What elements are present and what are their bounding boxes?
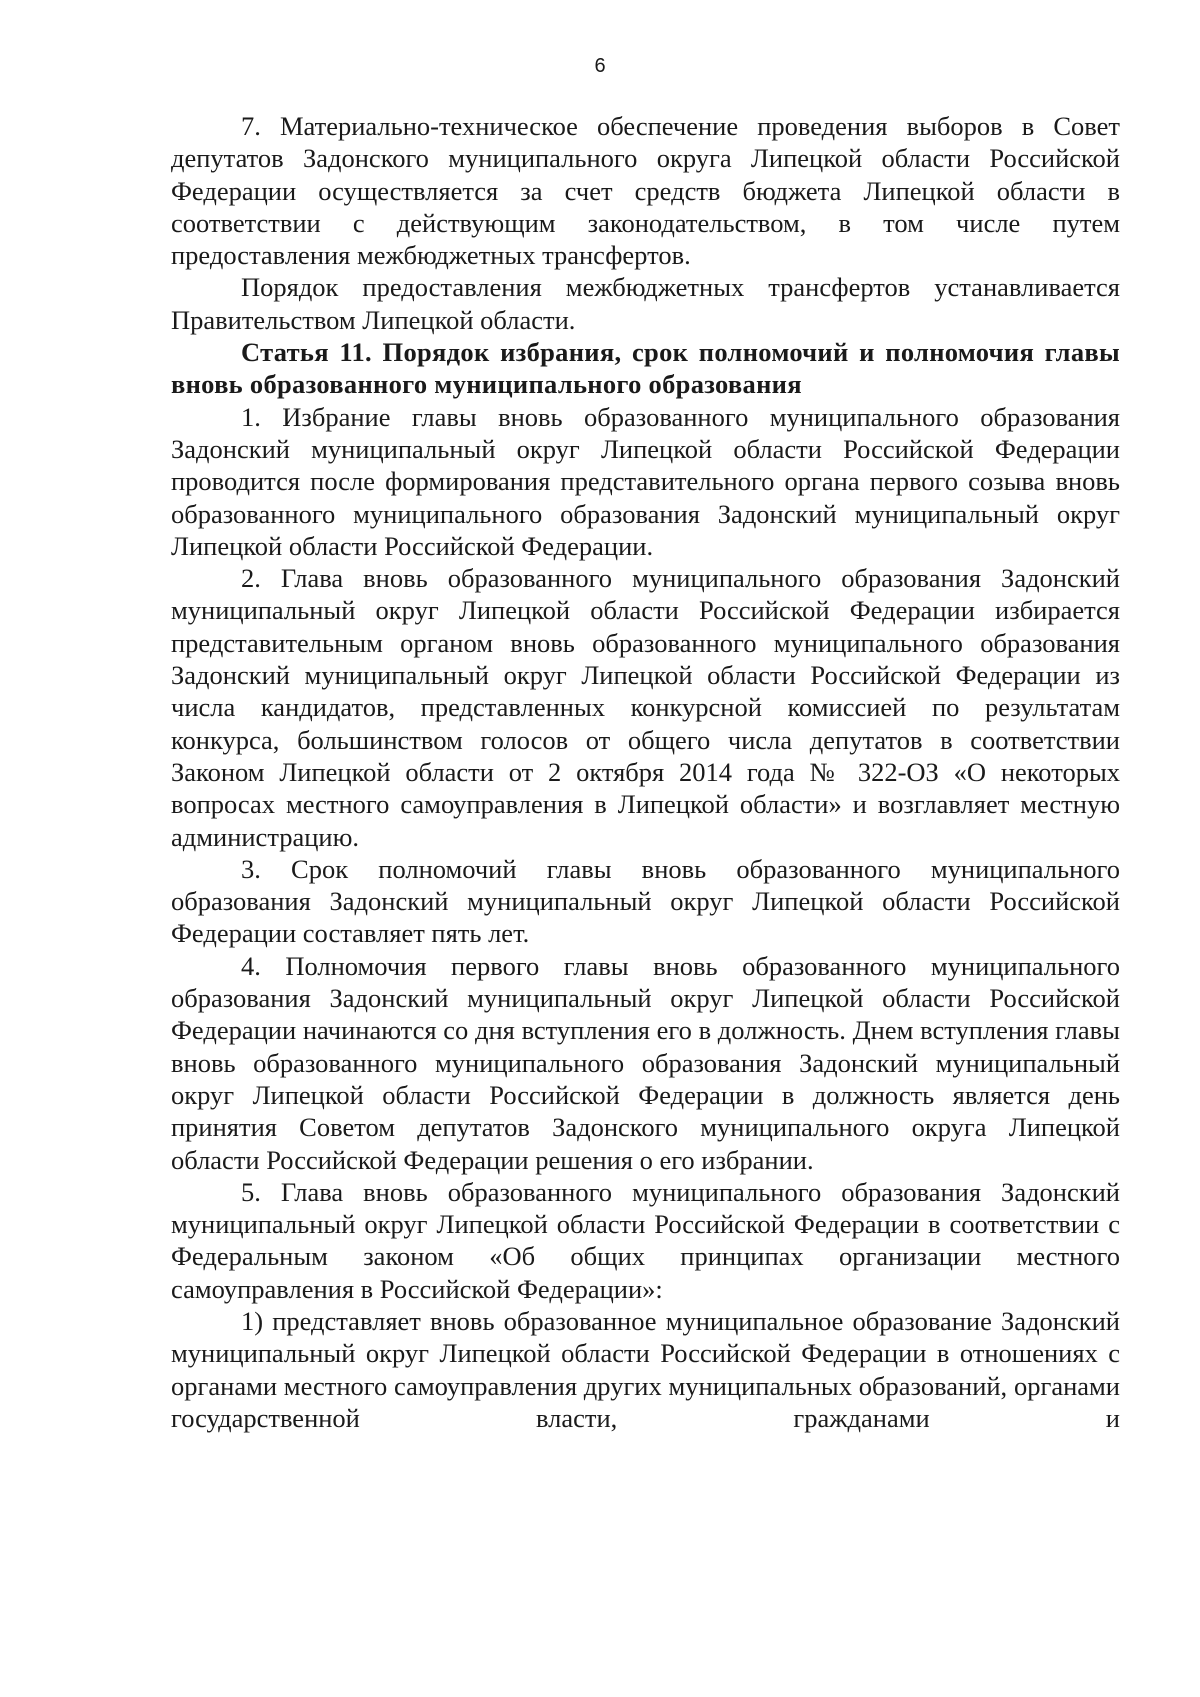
document-body — [171, 110, 1120, 1434]
page-number: 6 — [594, 55, 606, 77]
article-11-item-4: 4. Полномочия первого главы вновь образованного муниципального образования Задонский муниципальный округ Липецкой области Российской Федерации начинаются со дня вступления его в должность. Днем вступления главы вновь образованного муниципального образования Задонский муниципальный округ Липецкой области Российской Федерации в должность является день принятия Советом депутатов Задонского муниципального округа Липецкой области Российской Федерации решения о его избрании. — [171, 950, 1120, 1175]
article-11-heading: Статья 11. Порядок избрания, срок полномочий и полномочия главы вновь образованного муниципального образования — [171, 337, 1120, 400]
article-11-item-3: 3. Срок полномочий главы вновь образованного муниципального образования Задонский муниципальный округ Липецкой области Российской Федерации составляет пять лет. — [171, 853, 1120, 949]
article-11-item-5: 5. Глава вновь образованного муниципального образования Задонский муниципальный округ Липецкой области Российской Федерации в соответствии с Федеральным законом «Об общих принципах организации местного самоуправления в Российской Федерации»: — [171, 1176, 1120, 1304]
article-11-item-2: 2. Глава вновь образованного муниципального образования Задонский муниципальный округ Липецкой области Российской Федерации избирается представительным органом вновь образованного муниципального образования Задонский муниципальный округ Липецкой области Российской Федерации из числа кандидатов, представленных конкурсной комиссией по результатам конкурса, большинством голосов от общего числа депутатов в соответствии Законом Липецкой области от 2 октября 2014 года № 322-ОЗ «О некоторых вопросах местного самоуправления в Липецкой области» и возглавляет местную администрацию. — [171, 563, 1120, 852]
paragraph-transfer-procedure: Порядок предоставления межбюджетных трансфертов устанавливается Правительством Липецкой области. — [171, 272, 1120, 335]
paragraph-section-7: 7. Материально-техническое обеспечение проведения выборов в Совет депутатов Задонского муниципального округа Липецкой области Российской Федерации осуществляется за счет средств бюджета Липецкой области в соответствии с действующим законодательством, в том числе путем предоставления межбюджетных трансфертов. — [171, 111, 1120, 271]
article-11-item-1: 1. Избрание главы вновь образованного муниципального образования Задонский муниципальный округ Липецкой области Российской Федерации проводится после формирования представительного органа первого созыва вновь образованного муниципального образования Задонский муниципальный округ Липецкой области Российской Федерации. — [171, 401, 1120, 561]
article-11-subitem-1: 1) представляет вновь образованное муниципальное образование Задонский муниципальный округ Липецкой области Российской Федерации в отношениях с органами местного самоуправления других муниципальных образований, органами государственной власти, гражданами и — [171, 1305, 1120, 1433]
